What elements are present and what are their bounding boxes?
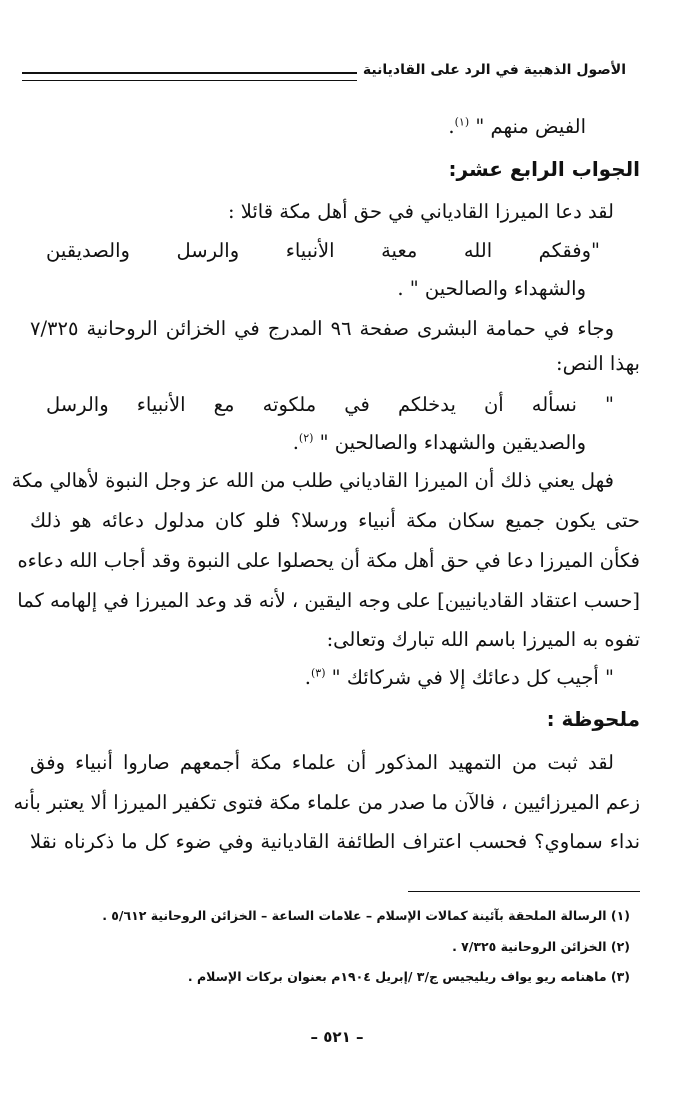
text-line: فهل يعني ذلك أن الميرزا القادياني طلب من الله عز وجل النبوة لأهالي مكة — [11, 469, 614, 492]
footnote: (٣) ماهنامه ريو يواف ريليجيس ج/٣ /إبريل ١٩٠٤م بعنوان بركات الإسلام . — [187, 969, 630, 984]
text-line: [حسب اعتقاد القاديانيين] على وجه اليقين ، لأنه قد وعد الميرزا في إلهامه كما — [17, 589, 640, 612]
text-line: فكأن الميرزا دعا في حق أهل مكة أن يحصلوا على النبوة وقد أجاب الله دعاءه — [17, 549, 640, 572]
header-rule-thin — [22, 80, 357, 81]
footnote-rule — [408, 891, 640, 892]
text-line: وجاء في حمامة البشرى صفحة ٩٦ المدرج في الخزائن الروحانية ٧/٣٢٥ — [30, 317, 614, 340]
quote-line: " أجيب كل دعائك إلا في شركائك " $^{(٣)}$. — [304, 666, 614, 689]
quote-line: " نسأله أن يدخلكم في ملكوته مع الأنبياء والرسل — [46, 393, 614, 416]
footnote-ref: (٣) — [310, 666, 326, 680]
footnote-ref: (١) — [454, 115, 470, 129]
page-header — [22, 60, 626, 90]
page-number: – ٥٢١ – — [310, 1028, 364, 1046]
quote-line: والشهداء والصالحين " . — [397, 277, 586, 300]
header-rule-thick — [22, 72, 357, 74]
text-line: بهذا النص: — [556, 352, 640, 375]
footnote: (١) الرسالة الملحقة بآئينة كمالات الإسلام – علامات الساعة – الخزائن الروحانية ٥/٦١٢ . — [102, 908, 630, 923]
text-line: زعم الميرزائيين ، فالآن ما صدر من علماء مكة فتوى تكفير الميرزا ألا يعتبر بأنه — [13, 791, 640, 814]
note-heading: ملحوظة : — [546, 707, 640, 731]
text-line: تفوه به الميرزا باسم الله تبارك وتعالى: — [326, 628, 640, 651]
quote-line: "وفقكم الله معية الأنبياء والرسل والصديقين — [46, 239, 600, 262]
text-line: لقد دعا الميرزا القادياني في حق أهل مكة قائلا : — [227, 200, 614, 223]
text-line: الفيض منهم " $^{(١)}$. — [448, 115, 586, 138]
text-line: حتى يكون جميع سكان مكة أنبياء ورسلا؟ فلو كان مدلول دعائه هو ذلك — [30, 509, 640, 532]
text-line: لقد ثبت من التمهيد المذكور أن علماء مكة أجمعهم صاروا أنبياء وفق — [30, 751, 614, 774]
footnote-ref: (٢) — [298, 431, 314, 445]
running-title: الأصول الذهبية في الرد على القاديانية — [362, 62, 626, 78]
footnote: (٢) الخزائن الروحانية ٧/٣٢٥ . — [452, 939, 630, 954]
text-line: نداء سماوي؟ فحسب اعتراف الطائفة القاديانية وفي ضوء كل ما ذكرناه نقلا — [30, 830, 640, 853]
section-heading: الجواب الرابع عشر: — [448, 157, 640, 181]
quote-line: والصديقين والشهداء والصالحين " $^{(٢)}$. — [292, 431, 586, 454]
